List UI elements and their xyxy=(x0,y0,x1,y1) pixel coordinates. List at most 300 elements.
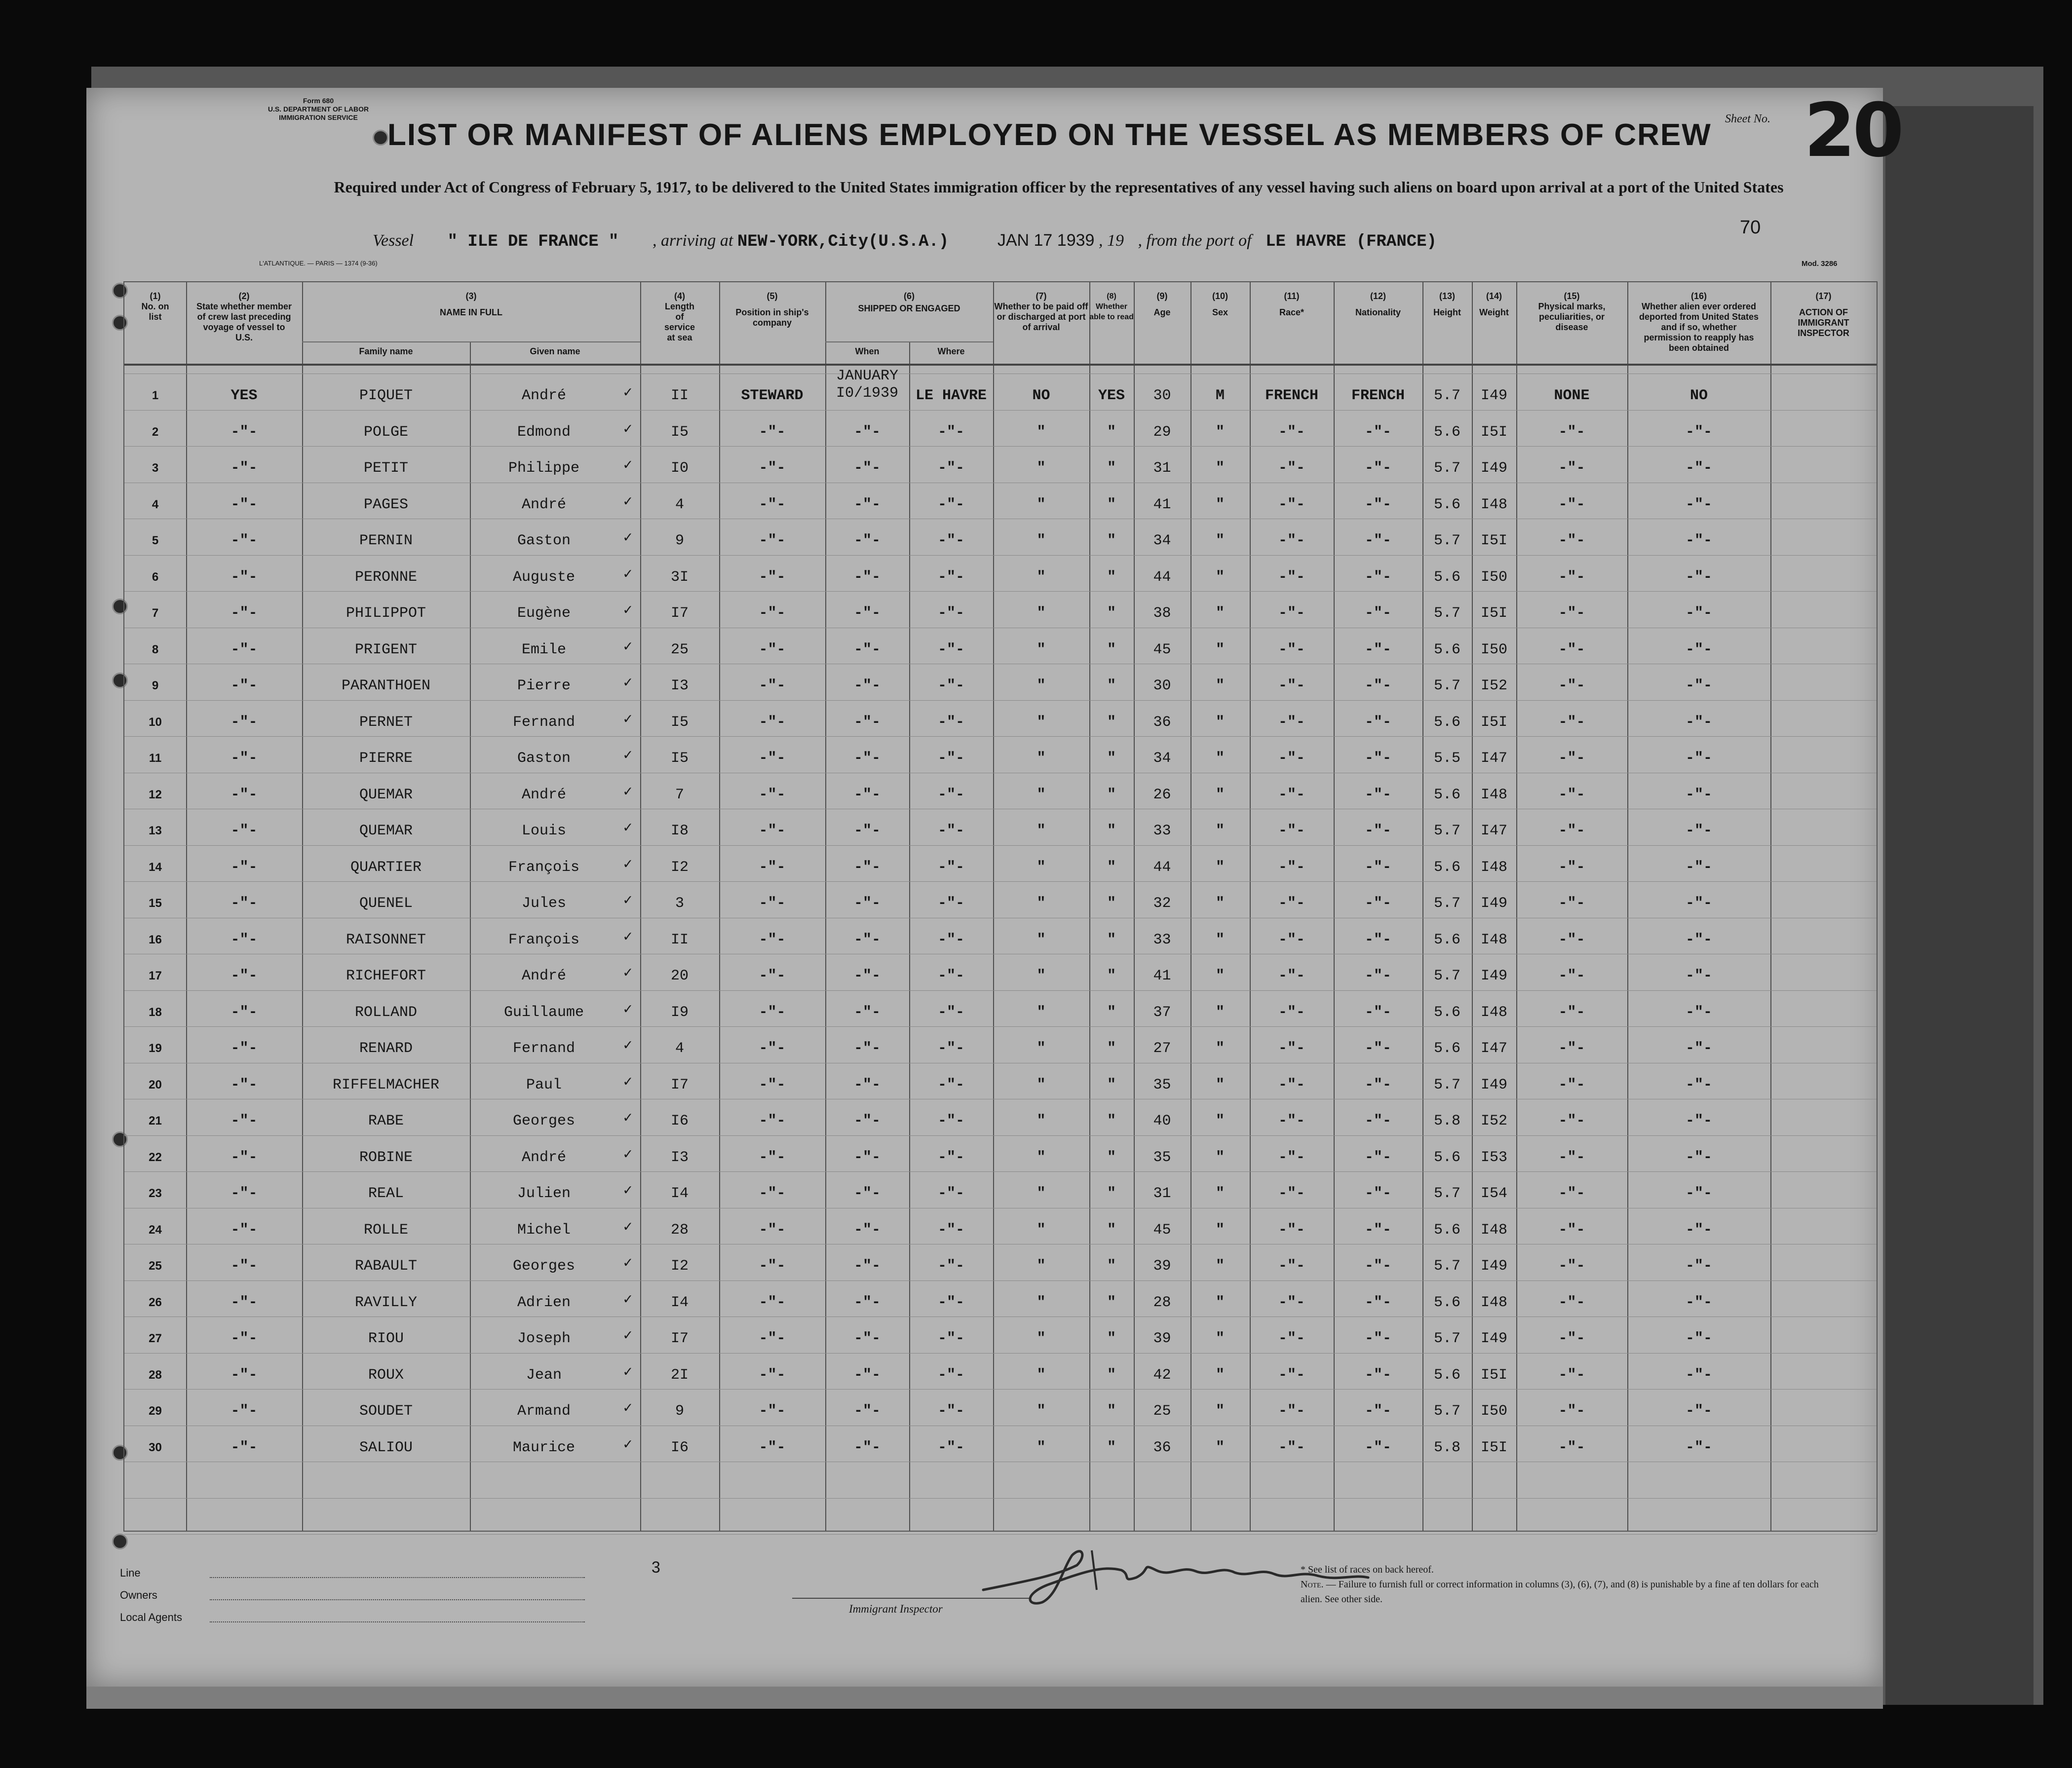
table-cell: " xyxy=(1215,496,1225,513)
table-cell: André xyxy=(521,496,566,513)
table-cell: -"- xyxy=(759,1439,786,1456)
table-cell: 28 xyxy=(670,1221,689,1239)
table-cell: PRIGENT xyxy=(354,641,418,658)
col-number: (12) xyxy=(1370,291,1386,301)
table-cell: ✓ xyxy=(623,1183,633,1200)
table-cell: -"- xyxy=(853,1004,881,1021)
table-cell: 5.7 xyxy=(1433,1258,1460,1275)
table-cell: -"- xyxy=(1558,823,1585,839)
table-cell: -"- xyxy=(1364,1004,1391,1021)
table-cell: -"- xyxy=(937,931,964,948)
table-cell: " xyxy=(1107,931,1116,948)
table-cell: I49 xyxy=(1480,460,1507,477)
table-cell: " xyxy=(1215,1185,1225,1202)
table-cell: NO xyxy=(1032,387,1050,404)
table-cell: -"- xyxy=(1558,605,1585,622)
table-cell: I2 xyxy=(670,859,689,876)
table-cell: " xyxy=(1107,423,1116,441)
table-cell: -"- xyxy=(1685,460,1712,477)
table-cell: -"- xyxy=(230,532,258,549)
table-cell: SALIOU xyxy=(359,1439,413,1456)
table-cell: 14 xyxy=(149,860,162,874)
table-cell: -"- xyxy=(853,1258,881,1275)
table-cell: 33 xyxy=(1153,823,1171,839)
table-cell: ✓ xyxy=(623,1255,633,1272)
table-cell: -"- xyxy=(1685,423,1712,441)
table-cell: PERNET xyxy=(359,714,413,731)
table-cell: -"- xyxy=(230,823,258,839)
table-cell: -"- xyxy=(1278,1258,1305,1275)
year-label: , 19 xyxy=(1098,231,1124,250)
table-cell: -"- xyxy=(230,496,258,513)
table-cell: -"- xyxy=(759,1040,786,1057)
table-cell: ✓ xyxy=(623,929,633,946)
table-cell: -"- xyxy=(1278,677,1305,694)
table-cell: 4 xyxy=(675,1040,684,1057)
table-cell: " xyxy=(1036,714,1046,731)
table-cell: -"- xyxy=(853,641,881,658)
table-cell: 3 xyxy=(152,461,159,475)
table-cell: -"- xyxy=(937,1040,964,1057)
table-cell: -"- xyxy=(759,605,786,622)
table-cell: -"- xyxy=(853,714,881,731)
table-cell: " xyxy=(1036,460,1046,477)
table-cell: -"- xyxy=(759,1185,786,1202)
table-cell: ✓ xyxy=(623,457,633,474)
table-cell: 5.7 xyxy=(1433,460,1460,477)
table-cell: -"- xyxy=(937,968,964,984)
col-number: (6) xyxy=(904,291,915,301)
row-rule xyxy=(124,555,1877,556)
table-cell: " xyxy=(1036,1221,1046,1239)
table-cell: YES xyxy=(230,387,258,404)
table-cell: " xyxy=(1036,496,1046,513)
table-cell: " xyxy=(1107,968,1116,984)
table-cell: 5.7 xyxy=(1433,1330,1460,1347)
table-cell: " xyxy=(1107,1439,1116,1456)
table-cell: -"- xyxy=(1364,931,1391,948)
table-cell: I47 xyxy=(1480,750,1507,767)
col-label: Whether able to read xyxy=(1089,302,1134,321)
table-cell: -"- xyxy=(1278,1149,1305,1166)
table-cell: " xyxy=(1215,859,1225,876)
table-cell: -"- xyxy=(1558,1040,1585,1057)
table-cell: " xyxy=(1107,460,1116,477)
table-cell: -"- xyxy=(853,968,881,984)
footer-line-rule xyxy=(210,1577,585,1579)
table-cell: -"- xyxy=(1364,786,1391,803)
table-cell: -"- xyxy=(937,823,964,839)
table-cell: -"- xyxy=(759,750,786,767)
table-cell: 39 xyxy=(1153,1258,1171,1275)
table-cell: Joseph xyxy=(517,1330,571,1347)
table-cell: 8 xyxy=(152,642,159,656)
table-cell: 5.6 xyxy=(1433,568,1460,586)
table-cell: -"- xyxy=(1558,1113,1585,1129)
table-cell: -"- xyxy=(759,641,786,658)
table-cell: -"- xyxy=(1278,1294,1305,1311)
col-number: (13) xyxy=(1439,291,1455,301)
table-cell: ✓ xyxy=(623,1291,633,1309)
table-cell: -"- xyxy=(1364,1185,1391,1202)
table-cell: " xyxy=(1036,859,1046,876)
table-cell: ROLLE xyxy=(363,1221,408,1239)
header-no xyxy=(124,291,186,322)
table-cell: I0 xyxy=(670,460,689,477)
table-cell: 29 xyxy=(1153,423,1171,441)
table-cell: 34 xyxy=(1153,532,1171,549)
table-cell: -"- xyxy=(1364,1258,1391,1275)
table-cell: -"- xyxy=(853,1113,881,1129)
table-cell: -"- xyxy=(1278,1221,1305,1239)
punch-hole xyxy=(112,1534,128,1549)
table-cell: -"- xyxy=(1278,750,1305,767)
table-cell: " xyxy=(1036,1294,1046,1311)
table-cell: -"- xyxy=(1278,931,1305,948)
arriving-label: , arriving at xyxy=(652,231,733,250)
table-cell: ✓ xyxy=(623,493,633,511)
table-cell: -"- xyxy=(1558,677,1585,694)
table-cell: 5.7 xyxy=(1433,677,1460,694)
header-service xyxy=(640,291,719,343)
table-cell: -"- xyxy=(1278,1004,1305,1021)
table-cell: André xyxy=(521,786,566,803)
table-cell: Edmond xyxy=(517,423,571,441)
table-cell: ROLLAND xyxy=(354,1004,418,1021)
table-cell: ✓ xyxy=(623,1001,633,1018)
table-cell: 15 xyxy=(149,897,162,910)
table-cell: 25 xyxy=(670,641,689,658)
table-cell: 37 xyxy=(1153,1004,1171,1021)
table-cell: " xyxy=(1215,1258,1225,1275)
table-cell: I48 xyxy=(1480,931,1507,948)
header-deported xyxy=(1627,291,1770,353)
table-cell: -"- xyxy=(1278,714,1305,731)
row-rule xyxy=(124,410,1877,411)
table-cell: -"- xyxy=(1685,1366,1712,1384)
table-cell: -"- xyxy=(1685,1076,1712,1093)
table-cell: " xyxy=(1107,1221,1116,1239)
printer-imprint: L'ATLANTIQUE. — PARIS — 1374 (9-36) xyxy=(259,260,378,267)
table-cell: -"- xyxy=(1685,931,1712,948)
table-cell: -"- xyxy=(1278,1040,1305,1057)
table-cell: 5 xyxy=(152,534,159,547)
table-cell: -"- xyxy=(230,1294,258,1311)
table-cell: -"- xyxy=(759,460,786,477)
vessel-name: " ILE DE FRANCE " xyxy=(447,232,619,251)
table-cell: SOUDET xyxy=(359,1403,413,1420)
table-cell: 39 xyxy=(1153,1330,1171,1347)
table-cell: -"- xyxy=(230,1185,258,1202)
table-cell: FRENCH xyxy=(1351,387,1405,404)
table-cell: I3 xyxy=(670,1149,689,1166)
table-cell: REAL xyxy=(368,1185,404,1202)
table-cell: " xyxy=(1107,786,1116,803)
table-cell: -"- xyxy=(1278,641,1305,658)
table-cell: ✓ xyxy=(623,820,633,837)
table-cell: 9 xyxy=(675,1403,684,1420)
table-cell: -"- xyxy=(1278,1403,1305,1420)
table-cell: " xyxy=(1036,677,1046,694)
table-cell: -"- xyxy=(1685,750,1712,767)
table-cell: 16 xyxy=(149,933,162,946)
row-rule xyxy=(124,1534,1877,1535)
footer-line-label: Line xyxy=(120,1567,141,1579)
table-cell: -"- xyxy=(759,532,786,549)
table-cell: 2I xyxy=(670,1366,689,1384)
table-cell: -"- xyxy=(853,1294,881,1311)
table-cell: " xyxy=(1215,1004,1225,1021)
table-cell: -"- xyxy=(230,568,258,586)
table-cell: " xyxy=(1107,1403,1116,1420)
table-cell: -"- xyxy=(759,1113,786,1129)
table-cell: 40 xyxy=(1153,1113,1171,1129)
table-cell: 9 xyxy=(675,532,684,549)
inspector-label: Immigrant Inspector xyxy=(849,1603,943,1615)
table-cell: I48 xyxy=(1480,786,1507,803)
table-cell: -"- xyxy=(759,1330,786,1347)
table-cell: " xyxy=(1215,532,1225,549)
table-cell: 11 xyxy=(149,752,162,765)
table-cell: " xyxy=(1215,1439,1225,1456)
col-label: Physical marks, peculiarities, or disease xyxy=(1538,301,1606,332)
table-cell: Georges xyxy=(512,1258,576,1275)
table-cell: -"- xyxy=(1364,423,1391,441)
table-cell: -"- xyxy=(230,750,258,767)
table-cell: I7 xyxy=(670,1076,689,1093)
table-cell: -"- xyxy=(937,496,964,513)
table-cell: I48 xyxy=(1480,1221,1507,1239)
back-sheet-edge xyxy=(1885,106,2034,1705)
table-cell: -"- xyxy=(1364,859,1391,876)
header-paid-off xyxy=(993,291,1089,333)
row-rule xyxy=(124,1026,1877,1027)
table-cell: -"- xyxy=(1558,1221,1585,1239)
table-cell: -"- xyxy=(937,1439,964,1456)
header-weight xyxy=(1472,291,1516,318)
table-cell: I5I xyxy=(1480,532,1507,549)
table-cell: -"- xyxy=(1685,496,1712,513)
table-cell: -"- xyxy=(759,568,786,586)
header-when: When xyxy=(855,346,880,356)
table-cell: -"- xyxy=(937,1366,964,1384)
table-cell: 29 xyxy=(149,1404,162,1418)
col-number: (2) xyxy=(238,291,250,301)
table-cell: " xyxy=(1107,1366,1116,1384)
table-cell: 34 xyxy=(1153,750,1171,767)
table-cell: -"- xyxy=(230,1366,258,1384)
table-cell: I48 xyxy=(1480,859,1507,876)
col-label: Length of service at sea xyxy=(664,301,695,342)
table-cell: RICHEFORT xyxy=(345,968,426,984)
col-label: State whether member of crew last preceding voyage of vessel to U.S. xyxy=(196,301,292,342)
table-cell: 36 xyxy=(1153,714,1171,731)
table-cell: -"- xyxy=(1364,460,1391,477)
table-cell: 41 xyxy=(1153,968,1171,984)
table-cell: " xyxy=(1215,1403,1225,1420)
col-number: (16) xyxy=(1690,291,1707,301)
table-cell: -"- xyxy=(853,859,881,876)
table-cell: -"- xyxy=(1558,1403,1585,1420)
table-cell: -"- xyxy=(853,823,881,839)
table-cell: " xyxy=(1107,859,1116,876)
table-cell: -"- xyxy=(853,1040,881,1057)
table-cell: ✓ xyxy=(623,1110,633,1127)
table-cell: 5.7 xyxy=(1433,968,1460,984)
table-cell: -"- xyxy=(1278,1366,1305,1384)
manifest-subtitle: Required under Act of Congress of February 5, 1917, to be delivered to the United States immigration officer by the representatives of any vessel having such aliens on board upon arrival at a port of the United States xyxy=(334,178,1784,196)
table-cell: " xyxy=(1036,1185,1046,1202)
table-cell: " xyxy=(1036,1258,1046,1275)
table-cell: -"- xyxy=(1685,677,1712,694)
table-cell: " xyxy=(1215,641,1225,658)
table-cell: " xyxy=(1215,968,1225,984)
table-cell: -"- xyxy=(230,1040,258,1057)
table-cell: 3I xyxy=(670,568,689,586)
header-inspector-action xyxy=(1770,291,1877,339)
table-cell: 23 xyxy=(149,1187,162,1200)
table-cell: -"- xyxy=(1364,1294,1391,1311)
table-cell: 5.6 xyxy=(1433,1149,1460,1166)
table-cell: -"- xyxy=(1278,423,1305,441)
col-label: Whether alien ever ordered deported from United States and if so, whether permission to reapply has been obtained xyxy=(1639,301,1759,353)
table-cell: 5.8 xyxy=(1433,1439,1460,1456)
table-cell: " xyxy=(1036,1040,1046,1057)
col-number: (14) xyxy=(1486,291,1502,301)
table-cell: " xyxy=(1107,532,1116,549)
table-cell: -"- xyxy=(1685,1004,1712,1021)
table-cell: Armand xyxy=(517,1403,571,1420)
table-cell: 5.7 xyxy=(1433,1076,1460,1093)
table-cell: " xyxy=(1036,1004,1046,1021)
table-cell: -"- xyxy=(1364,968,1391,984)
table-cell: I9 xyxy=(670,1004,689,1021)
table-cell: -"- xyxy=(937,1221,964,1239)
table-cell: -"- xyxy=(230,1004,258,1021)
table-cell: 44 xyxy=(1153,568,1171,586)
table-cell: -"- xyxy=(230,460,258,477)
table-cell: -"- xyxy=(1364,1403,1391,1420)
table-cell: -"- xyxy=(853,1366,881,1384)
table-cell: " xyxy=(1107,1113,1116,1129)
table-cell: 7 xyxy=(675,786,684,803)
table-cell: -"- xyxy=(1364,714,1391,731)
table-cell: -"- xyxy=(230,605,258,622)
table-cell: -"- xyxy=(853,568,881,586)
table-cell: -"- xyxy=(230,1258,258,1275)
table-cell: ✓ xyxy=(623,639,633,656)
table-cell: -"- xyxy=(937,641,964,658)
race-note: * See list of races on back hereof. xyxy=(1301,1564,1434,1575)
table-cell: I2 xyxy=(670,1258,689,1275)
table-cell: -"- xyxy=(937,1076,964,1093)
table-cell: I47 xyxy=(1480,1040,1507,1057)
handwritten-annotation: 70 xyxy=(1740,217,1761,238)
table-cell: I49 xyxy=(1480,1258,1507,1275)
table-cell: " xyxy=(1107,750,1116,767)
table-cell: " xyxy=(1107,1294,1116,1311)
col-number: (15) xyxy=(1564,291,1580,301)
table-cell: -"- xyxy=(937,1330,964,1347)
table-cell: I48 xyxy=(1480,496,1507,513)
table-cell: 5.6 xyxy=(1433,496,1460,513)
table-cell: 19 xyxy=(149,1042,162,1055)
col-number: (7) xyxy=(1036,291,1047,301)
table-cell: 5.5 xyxy=(1433,750,1460,767)
table-cell: " xyxy=(1107,1330,1116,1347)
subheader-rule xyxy=(825,341,993,342)
table-cell: 20 xyxy=(670,968,689,984)
table-cell: 35 xyxy=(1153,1076,1171,1093)
table-cell: -"- xyxy=(853,532,881,549)
table-cell: -"- xyxy=(1278,496,1305,513)
table-cell: Maurice xyxy=(512,1439,576,1456)
table-cell: Guillaume xyxy=(503,1004,584,1021)
table-cell: -"- xyxy=(759,423,786,441)
table-cell: " xyxy=(1107,568,1116,586)
table-cell: -"- xyxy=(759,496,786,513)
row-rule xyxy=(124,446,1877,447)
table-cell: I49 xyxy=(1480,968,1507,984)
table-cell: Georges xyxy=(512,1113,576,1129)
table-cell: STEWARD xyxy=(741,387,804,404)
manifest-page xyxy=(86,88,1901,1687)
table-cell: -"- xyxy=(1685,641,1712,658)
table-cell: -"- xyxy=(1558,496,1585,513)
table-cell: 27 xyxy=(149,1332,162,1345)
table-cell: ROUX xyxy=(368,1366,404,1384)
table-cell: -"- xyxy=(1278,859,1305,876)
table-cell: I5 xyxy=(670,423,689,441)
table-cell: -"- xyxy=(1685,895,1712,912)
col-number: (17) xyxy=(1815,291,1832,301)
table-cell: -"- xyxy=(1278,1330,1305,1347)
table-cell: " xyxy=(1036,968,1046,984)
table-cell: 5.6 xyxy=(1433,1366,1460,1384)
table-cell: -"- xyxy=(853,677,881,694)
table-cell: -"- xyxy=(1278,786,1305,803)
table-cell: QUARTIER xyxy=(350,859,422,876)
table-cell: -"- xyxy=(853,1221,881,1239)
table-cell: FRENCH xyxy=(1265,387,1319,404)
table-cell: Julien xyxy=(517,1185,571,1202)
table-cell: NO xyxy=(1689,387,1708,404)
table-cell: RAVILLY xyxy=(354,1294,418,1311)
table-cell: Gaston xyxy=(517,750,571,767)
table-cell: -"- xyxy=(937,1258,964,1275)
sheet-label: Sheet No. xyxy=(1725,113,1770,125)
table-cell: PIQUET xyxy=(359,387,413,404)
col-number: (5) xyxy=(767,291,778,301)
table-cell: -"- xyxy=(230,1113,258,1129)
table-cell: 22 xyxy=(149,1150,162,1164)
table-cell: 5.7 xyxy=(1433,1185,1460,1202)
table-cell: 31 xyxy=(1153,1185,1171,1202)
table-cell: -"- xyxy=(230,1076,258,1093)
table-cell: Pierre xyxy=(517,677,571,694)
table-cell: -"- xyxy=(937,1004,964,1021)
table-cell: -"- xyxy=(759,823,786,839)
table-cell: -"- xyxy=(759,895,786,912)
table-cell: -"- xyxy=(937,895,964,912)
table-cell: -"- xyxy=(230,1149,258,1166)
table-cell: -"- xyxy=(1685,532,1712,549)
table-cell: 18 xyxy=(149,1005,162,1019)
table-cell: 10 xyxy=(149,715,162,729)
table-cell: -"- xyxy=(1364,1330,1391,1347)
table-cell: 5.6 xyxy=(1433,1004,1460,1021)
table-cell: 26 xyxy=(1153,786,1171,803)
